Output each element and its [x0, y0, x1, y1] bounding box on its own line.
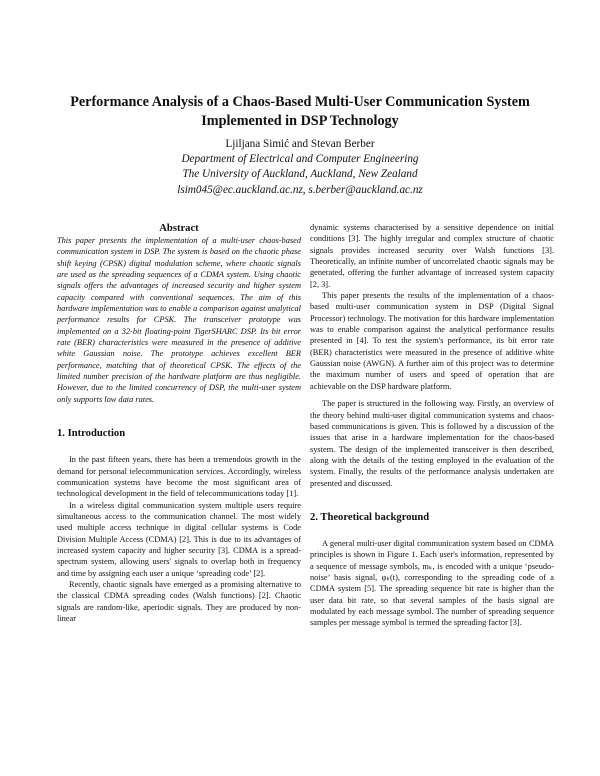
- abstract-heading: Abstract: [159, 223, 199, 234]
- paper-title: [60, 93, 540, 131]
- right-column: [310, 222, 554, 629]
- abstract-text: This paper presents the implementation of a multi-user chaos-based communication system in DSP. The system is based on the chaotic phase shift keying (CPSK) digital modulation scheme, where chaotic signals are used as the spreading sequences of a CDMA system. Using chaotic signals offers the advantages of increased security and higher system capacity compared with conventional sequences. The aim of this hardware implementation was to enable a comparison against analytical performance results for CPSK. The transceiver prototype was implemented on a 32-bit floating-point TigerSHARC DSP. Its bit error rate (BER) characteristics were measured in the presence of additive white Gaussian noise. The prototype achieves excellent BER performance, matching that of theoretical CPSK. The effects of the limited number precision of the hardware platform are thus negligible. However, due to the limited concurrency of DSP, the multi-user system only supports low data rates.: [57, 236, 301, 404]
- paragraph: This paper presents the results of the implementation of a chaos-based multi-user communication system in DSP (Digital Signal Processor) technology. The motivation for this hardware implementation was to enable comparison against the analytical performance results presented in [4]. To test the system's performance, its bit error rate (BER) characteristics were measured in the presence of additive white Gaussian noise (AWGN). A further aim of this project was to determine the maximum number of users and speed of operation that are achievable on the DSP hardware platform.: [310, 291, 554, 391]
- paragraph: A general multi-user digital communication system based on CDMA principles is shown in Figure 1. Each user's information, represented by a sequence of message symbols, mₖ, is encoded with a unique ‘pseudo-noise’ basis signal, φₖ(t), corresponding to the spreading code of a CDMA system [5]. The spreading sequence bit rate is higher than the user data bit rate, so that several samples of the basis signal are modulated by each message symbol. The number of spreading sequence samples per message symbol is termed the spreading factor [3].: [310, 538, 554, 628]
- section-heading-theoretical-background: 2. Theoretical background: [310, 511, 430, 523]
- section-heading-introduction: 1. Introduction: [57, 428, 126, 440]
- title-line-2: Implemented in DSP Technology: [201, 113, 399, 129]
- paragraph: In a wireless digital communication system multiple users require simultaneous access to the communication channel. The most widely used multiple access technique in digital cellular systems is Code Division Multiple Access (CDMA) [2]. This is due to its advantages of increased system capacity and higher security [3]. CDMA is a spread-spectrum system, allowing users' signals to overlap both in frequency and time by assigning each user a unique ‘spreading code’ [2].: [57, 500, 301, 578]
- author-emails: lsim045@ec.auckland.ac.nz, s.berber@auckland.ac.nz: [177, 183, 423, 196]
- paragraph: Recently, chaotic signals have emerged as a promising alternative to the classical CDMA spreading codes (Walsh functions) [2]. Chaotic signals are random-like, aperiodic signals. They are produced by non-linear: [57, 579, 301, 623]
- department: Department of Electrical and Computer Engineering: [181, 153, 419, 165]
- affiliation: [100, 152, 500, 198]
- title-line-1: Performance Analysis of a Chaos-Based Multi-User Communication System: [70, 94, 530, 110]
- paragraph: In the past fifteen years, there has been a tremendous growth in the demand for personal telecommunication services. Accordingly, wireless communication systems have become the most significant area of technological development in the field of telecommunications today [1].: [57, 455, 301, 499]
- paragraph: The paper is structured in the following way. Firstly, an overview of the theory behind multi-user digital communication systems and chaos-based communications is given. This is followed by a discussion of the issues that arise in a hardware implementation for the chaos-based system. The design of the implemented transceiver is then described, along with the details of the testing employed in the evaluation of the system. Finally, the results of the performance analysis undertaken are presented and discussed.: [310, 399, 554, 488]
- paragraph: dynamic systems characterised by a sensitive dependence on initial conditions [3]. The highly irregular and complex structure of chaotic signals provides increased security over Walsh functions [3]. Theoretically, an infinite number of uncorrelated chaotic signals may be generated, offering the further advantage of increased system capacity [2, 3].: [310, 223, 554, 289]
- university: The University of Auckland, Auckland, New Zealand: [182, 168, 418, 181]
- left-column: [57, 222, 301, 624]
- author-names: Ljiljana Simić and Stevan Berber: [225, 138, 375, 150]
